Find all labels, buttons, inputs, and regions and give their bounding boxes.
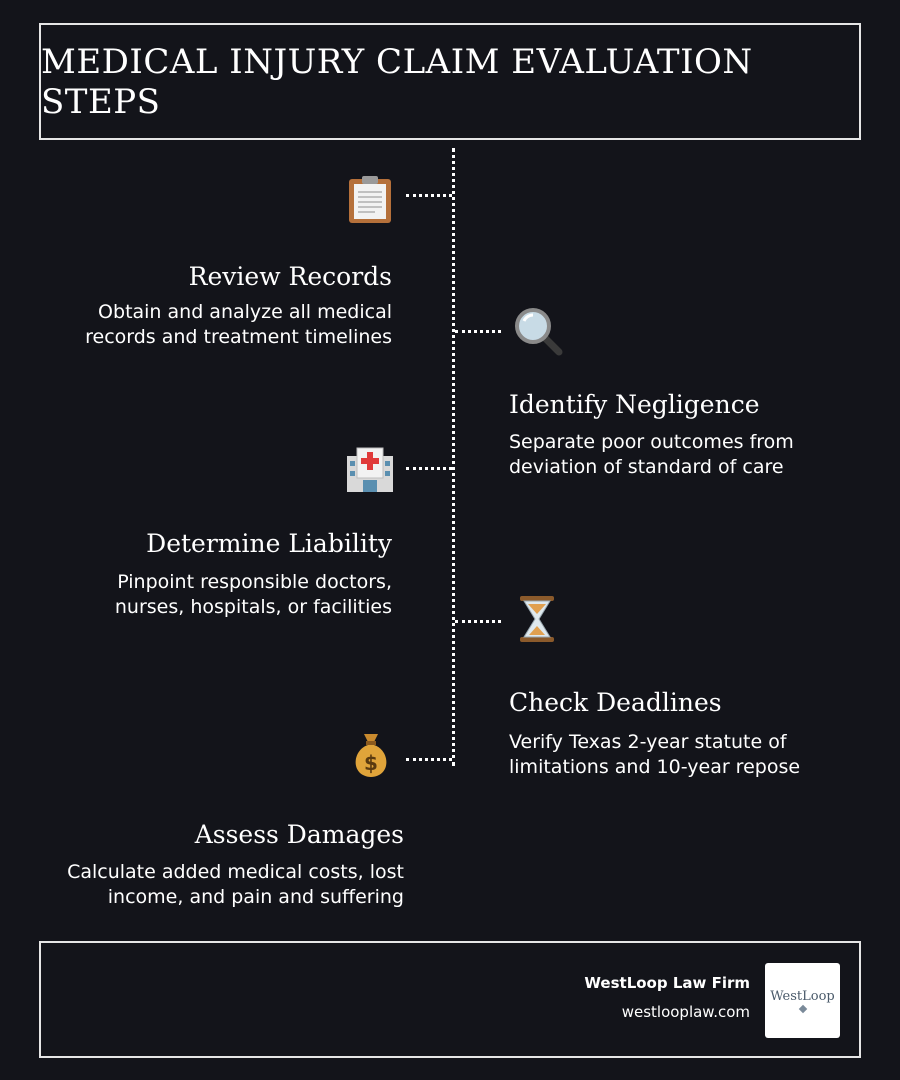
step-desc-assess-damages — [24, 860, 404, 910]
step-title-check-deadlines: Check Deadlines — [509, 688, 722, 717]
step-desc-line: limitations and 10-year repose — [509, 756, 801, 778]
step-desc-line: Obtain and analyze all medical — [98, 301, 392, 323]
step-desc-line: deviation of standard of care — [509, 456, 784, 478]
step-desc-line: Verify Texas 2-year statute of — [509, 731, 787, 753]
logo-wordmark: WestLoop — [770, 989, 835, 1004]
firm-logo — [765, 963, 840, 1038]
step-desc-line: income, and pain and suffering — [107, 886, 404, 908]
footer-banner — [39, 941, 861, 1058]
step-desc-line: nurses, hospitals, or facilities — [114, 596, 392, 618]
svg-text:$: $ — [364, 751, 378, 775]
step-title-determine-liability: Determine Liability — [146, 529, 392, 558]
step-desc-line: Pinpoint responsible doctors, — [117, 571, 392, 593]
hospital-icon — [345, 444, 395, 494]
step-desc-line: records and treatment timelines — [85, 326, 392, 348]
connector-determine-liability — [406, 467, 452, 470]
step-title-assess-damages: Assess Damages — [194, 820, 404, 849]
hourglass-icon — [512, 594, 562, 644]
page-title: MEDICAL INJURY CLAIM EVALUATION STEPS — [41, 41, 753, 122]
step-title-identify-negligence: Identify Negligence — [509, 390, 760, 419]
magnifying-glass-icon — [513, 306, 563, 356]
clipboard-icon — [345, 175, 395, 225]
step-desc-determine-liability — [12, 570, 392, 620]
connector-check-deadlines — [455, 620, 501, 623]
step-desc-identify-negligence — [509, 430, 889, 480]
step-desc-review-records — [12, 300, 392, 350]
connector-review-records — [406, 194, 452, 197]
connector-identify-negligence — [455, 330, 501, 333]
connector-assess-damages — [406, 758, 452, 761]
step-desc-line: Separate poor outcomes from — [509, 431, 794, 453]
title-banner — [39, 23, 861, 140]
step-desc-check-deadlines — [509, 730, 889, 780]
logo-diamond-icon — [798, 1005, 806, 1013]
step-title-review-records: Review Records — [188, 262, 392, 291]
step-desc-line: Calculate added medical costs, lost — [67, 861, 404, 883]
money-bag-icon — [346, 730, 396, 780]
timeline-vertical-line — [452, 148, 455, 766]
firm-url[interactable]: westlooplaw.com — [621, 1003, 750, 1021]
firm-name: WestLoop Law Firm — [584, 974, 750, 992]
